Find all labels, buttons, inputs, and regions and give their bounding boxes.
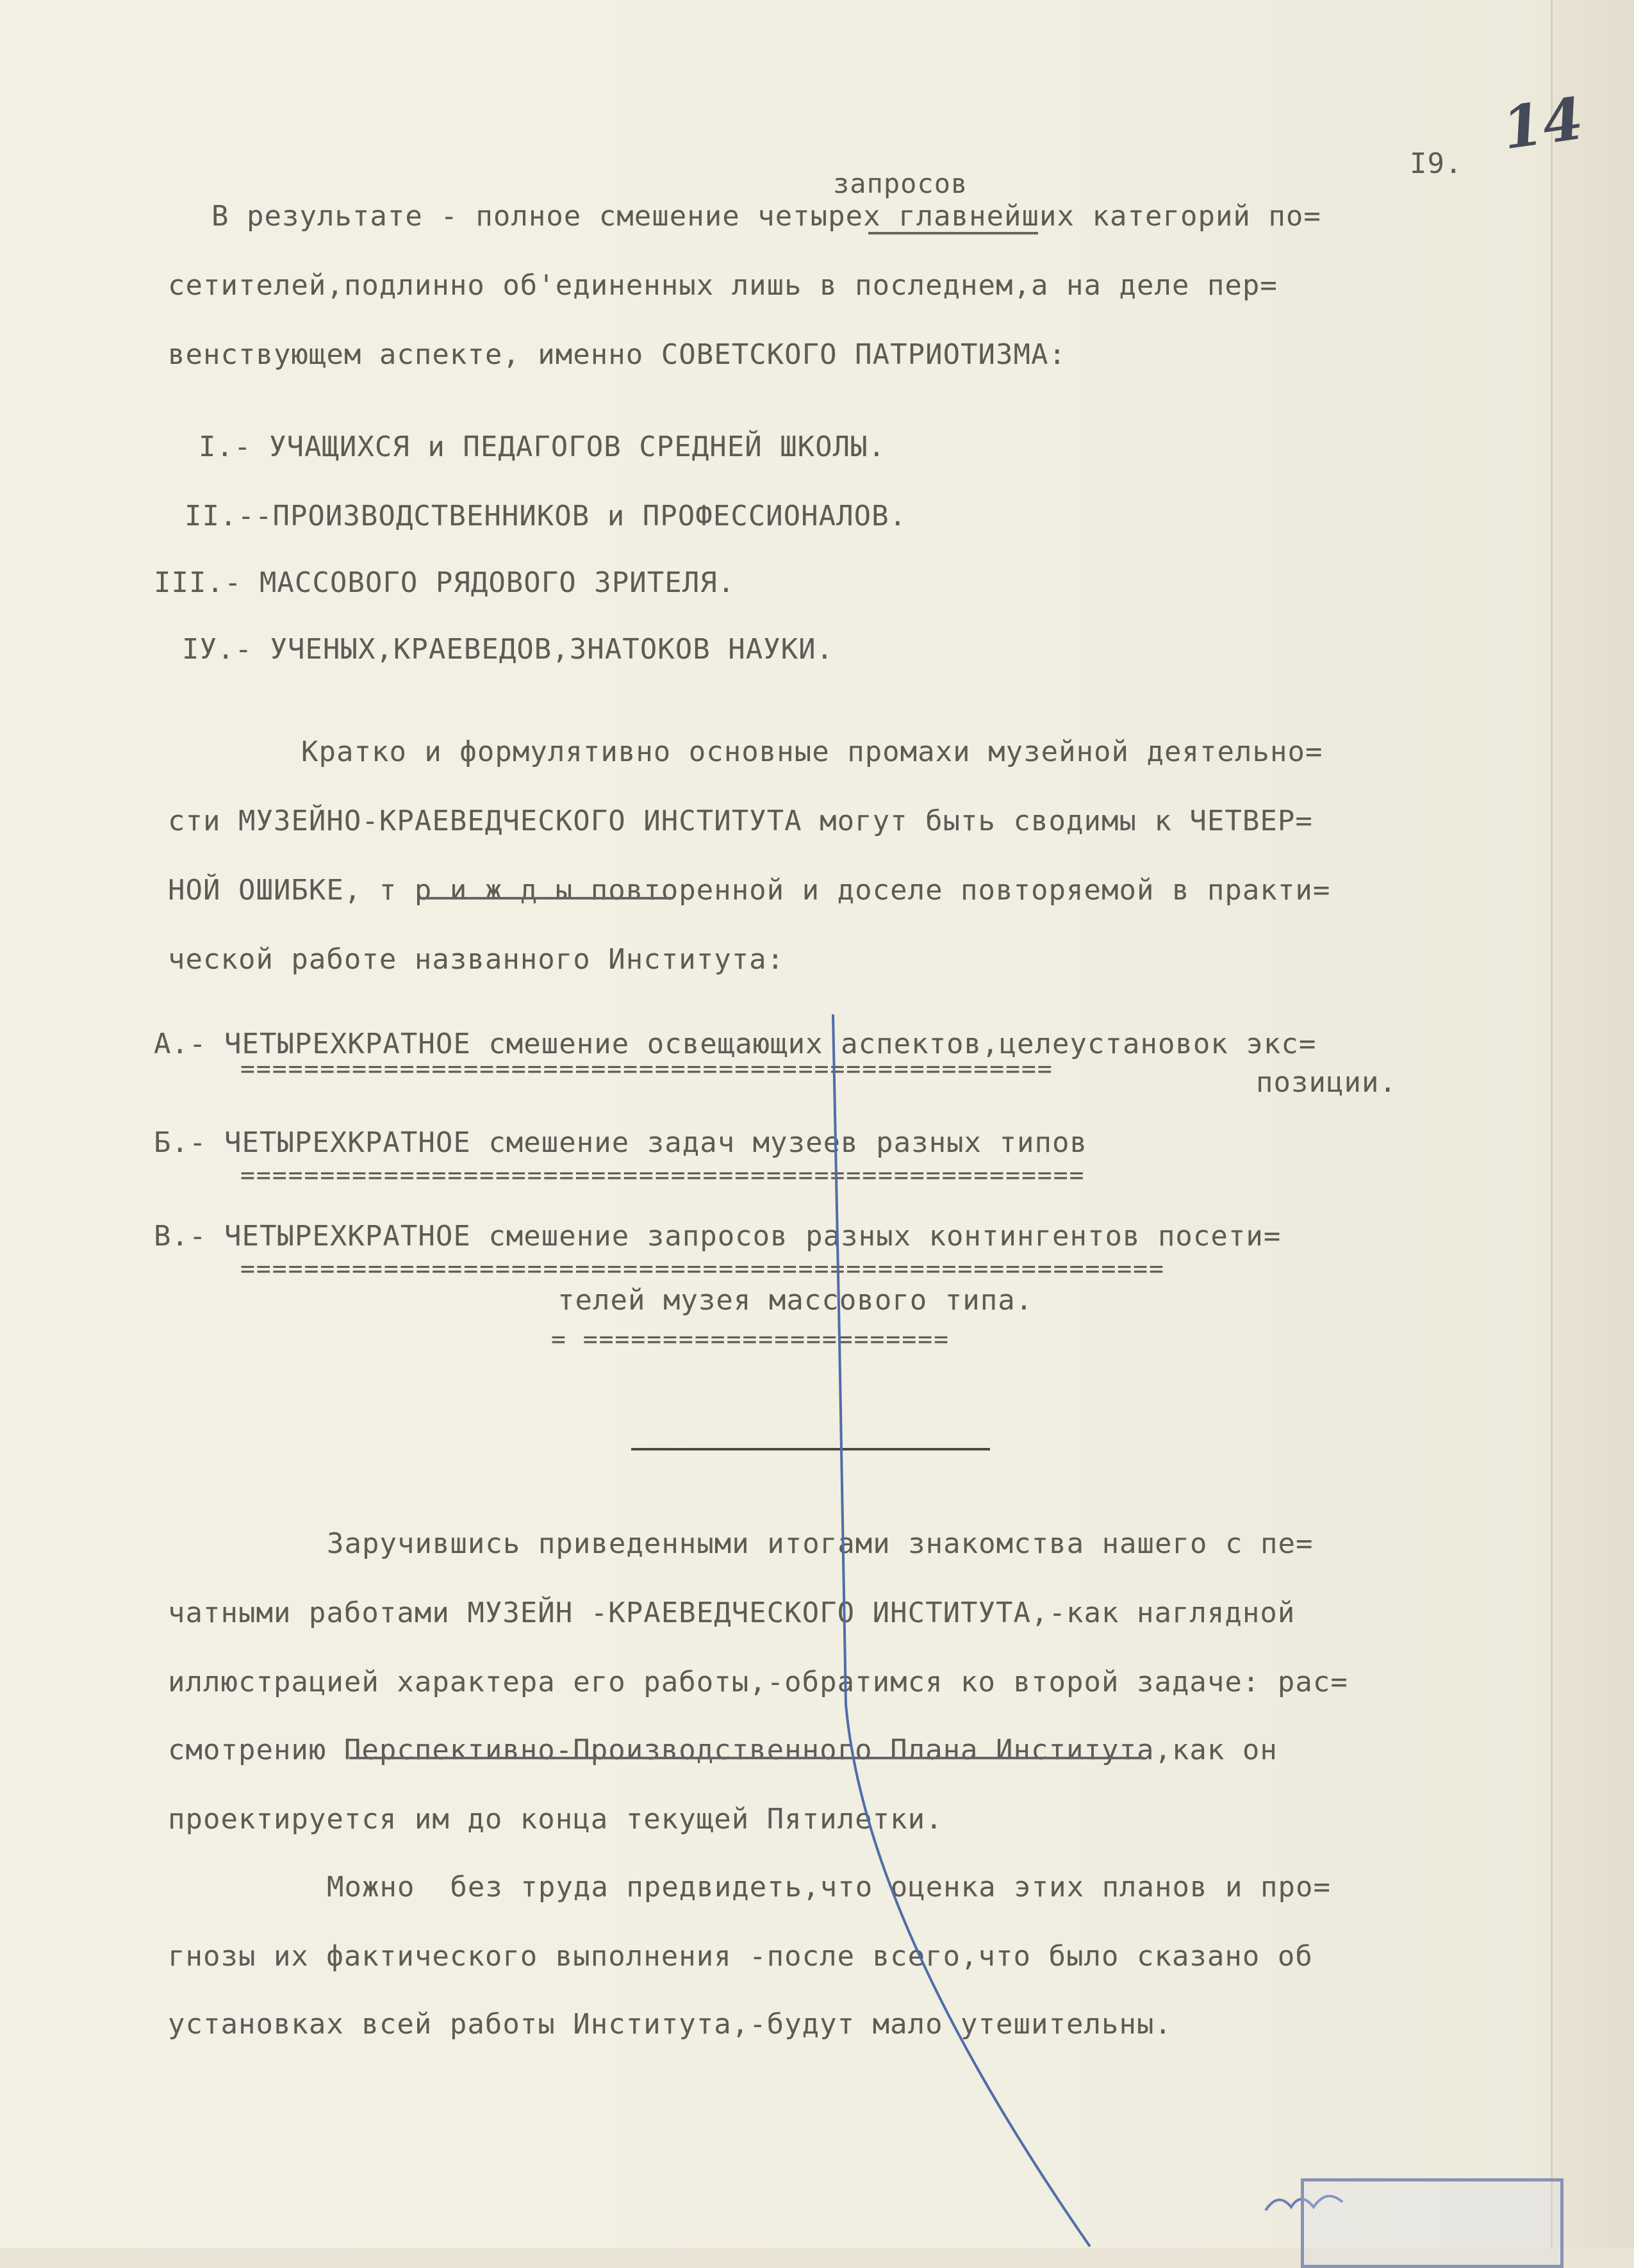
error-a-underline: ===================================================: [240, 1055, 1053, 1083]
paragraph-2-line-4: ческой работе названного Института:: [168, 943, 785, 976]
error-c-underline: ==========================================================: [240, 1254, 1165, 1283]
paragraph-2-line-1: Кратко и формулятивно основные промахи музейной деятельно=: [301, 735, 1323, 768]
page-number: I9.: [1410, 147, 1463, 180]
error-a-continuation: позиции.: [1256, 1066, 1397, 1099]
handwritten-underline: [349, 1757, 1144, 1759]
error-c: В.- ЧЕТЫРЕХКРАТНОЕ смешение запросов разных контингентов посети=: [154, 1220, 1282, 1253]
paragraph-1-line-1: В результате - полное смешение четырех главнейших категорий по=: [211, 200, 1321, 233]
paragraph-3-line-5: проектируется им до конца текущей Пятилетки.: [168, 1803, 943, 1836]
page-edge-fold: [1551, 0, 1634, 2248]
category-item: III.- МАССОВОГО РЯДОВОГО ЗРИТЕЛЯ.: [154, 566, 736, 599]
archive-stamp: [1301, 2178, 1564, 2268]
paragraph-3-line-1: Заручившись приведенными итогами знакомства нашего с пе=: [327, 1527, 1314, 1560]
inserted-word: запросов: [833, 168, 968, 199]
paragraph-4-line-1: Можно без труда предвидеть,что оценка этих планов и про=: [327, 1871, 1331, 1903]
section-divider: [631, 1448, 990, 1450]
error-a: А.- ЧЕТЫРЕХКРАТНОЕ смешение освещающих аспектов,целеустановок экс=: [154, 1028, 1317, 1060]
error-b: Б.- ЧЕТЫРЕХКРАТНОЕ смешение задач музеев разных типов: [154, 1126, 1087, 1159]
category-item: II.--ПРОИЗВОДСТВЕННИКОВ и ПРОФЕССИОНАЛОВ.: [185, 500, 907, 532]
paragraph-4-line-3: установках всей работы Института,-будут мало утешительны.: [168, 2008, 1172, 2041]
error-c-continuation-underline: = =======================: [551, 1325, 950, 1353]
category-item: IУ.- УЧЕНЫХ,КРАЕВЕДОВ,ЗНАТОКОВ НАУКИ.: [182, 633, 834, 666]
handwritten-underline: [868, 232, 1038, 234]
paragraph-3-line-2: чатными работами МУЗЕЙН -КРАЕВЕДЧЕСКОГО ИНСТИТУТА,-как наглядной: [168, 1597, 1296, 1629]
paragraph-1-line-2: сетителей,подлинно об'единенных лишь в последнем,а на деле пер=: [168, 269, 1278, 302]
paragraph-3-line-4: смотрению Перспективно-Производственного Плана Института,как он: [168, 1734, 1278, 1766]
category-item: I.- УЧАЩИХСЯ и ПЕДАГОГОВ СРЕДНЕЙ ШКОЛЫ.: [199, 431, 886, 463]
error-b-underline: =====================================================: [240, 1161, 1085, 1189]
archive-folio-number: 14: [1498, 84, 1588, 163]
paragraph-2-line-2: сти МУЗЕЙНО-КРАЕВЕДЧЕСКОГО ИНСТИТУТА могут быть сводимы к ЧЕТВЕР=: [168, 805, 1313, 837]
paragraph-1-line-3: венствующем аспекте, именно СОВЕТСКОГО ПАТРИОТИЗМА:: [168, 338, 1067, 371]
paragraph-4-line-2: гнозы их фактического выполнения -после всего,что было сказано об: [168, 1940, 1313, 1973]
handwritten-underline: [420, 897, 673, 900]
paragraph-2-line-3: НОЙ ОШИБКЕ, т р и ж д ы повторенной и доселе повторяемой в практи=: [168, 874, 1331, 907]
error-c-continuation: телей музея массового типа.: [557, 1284, 1034, 1317]
paragraph-3-line-3: иллюстрацией характера его работы,-обратимся ко второй задаче: рас=: [168, 1666, 1348, 1698]
